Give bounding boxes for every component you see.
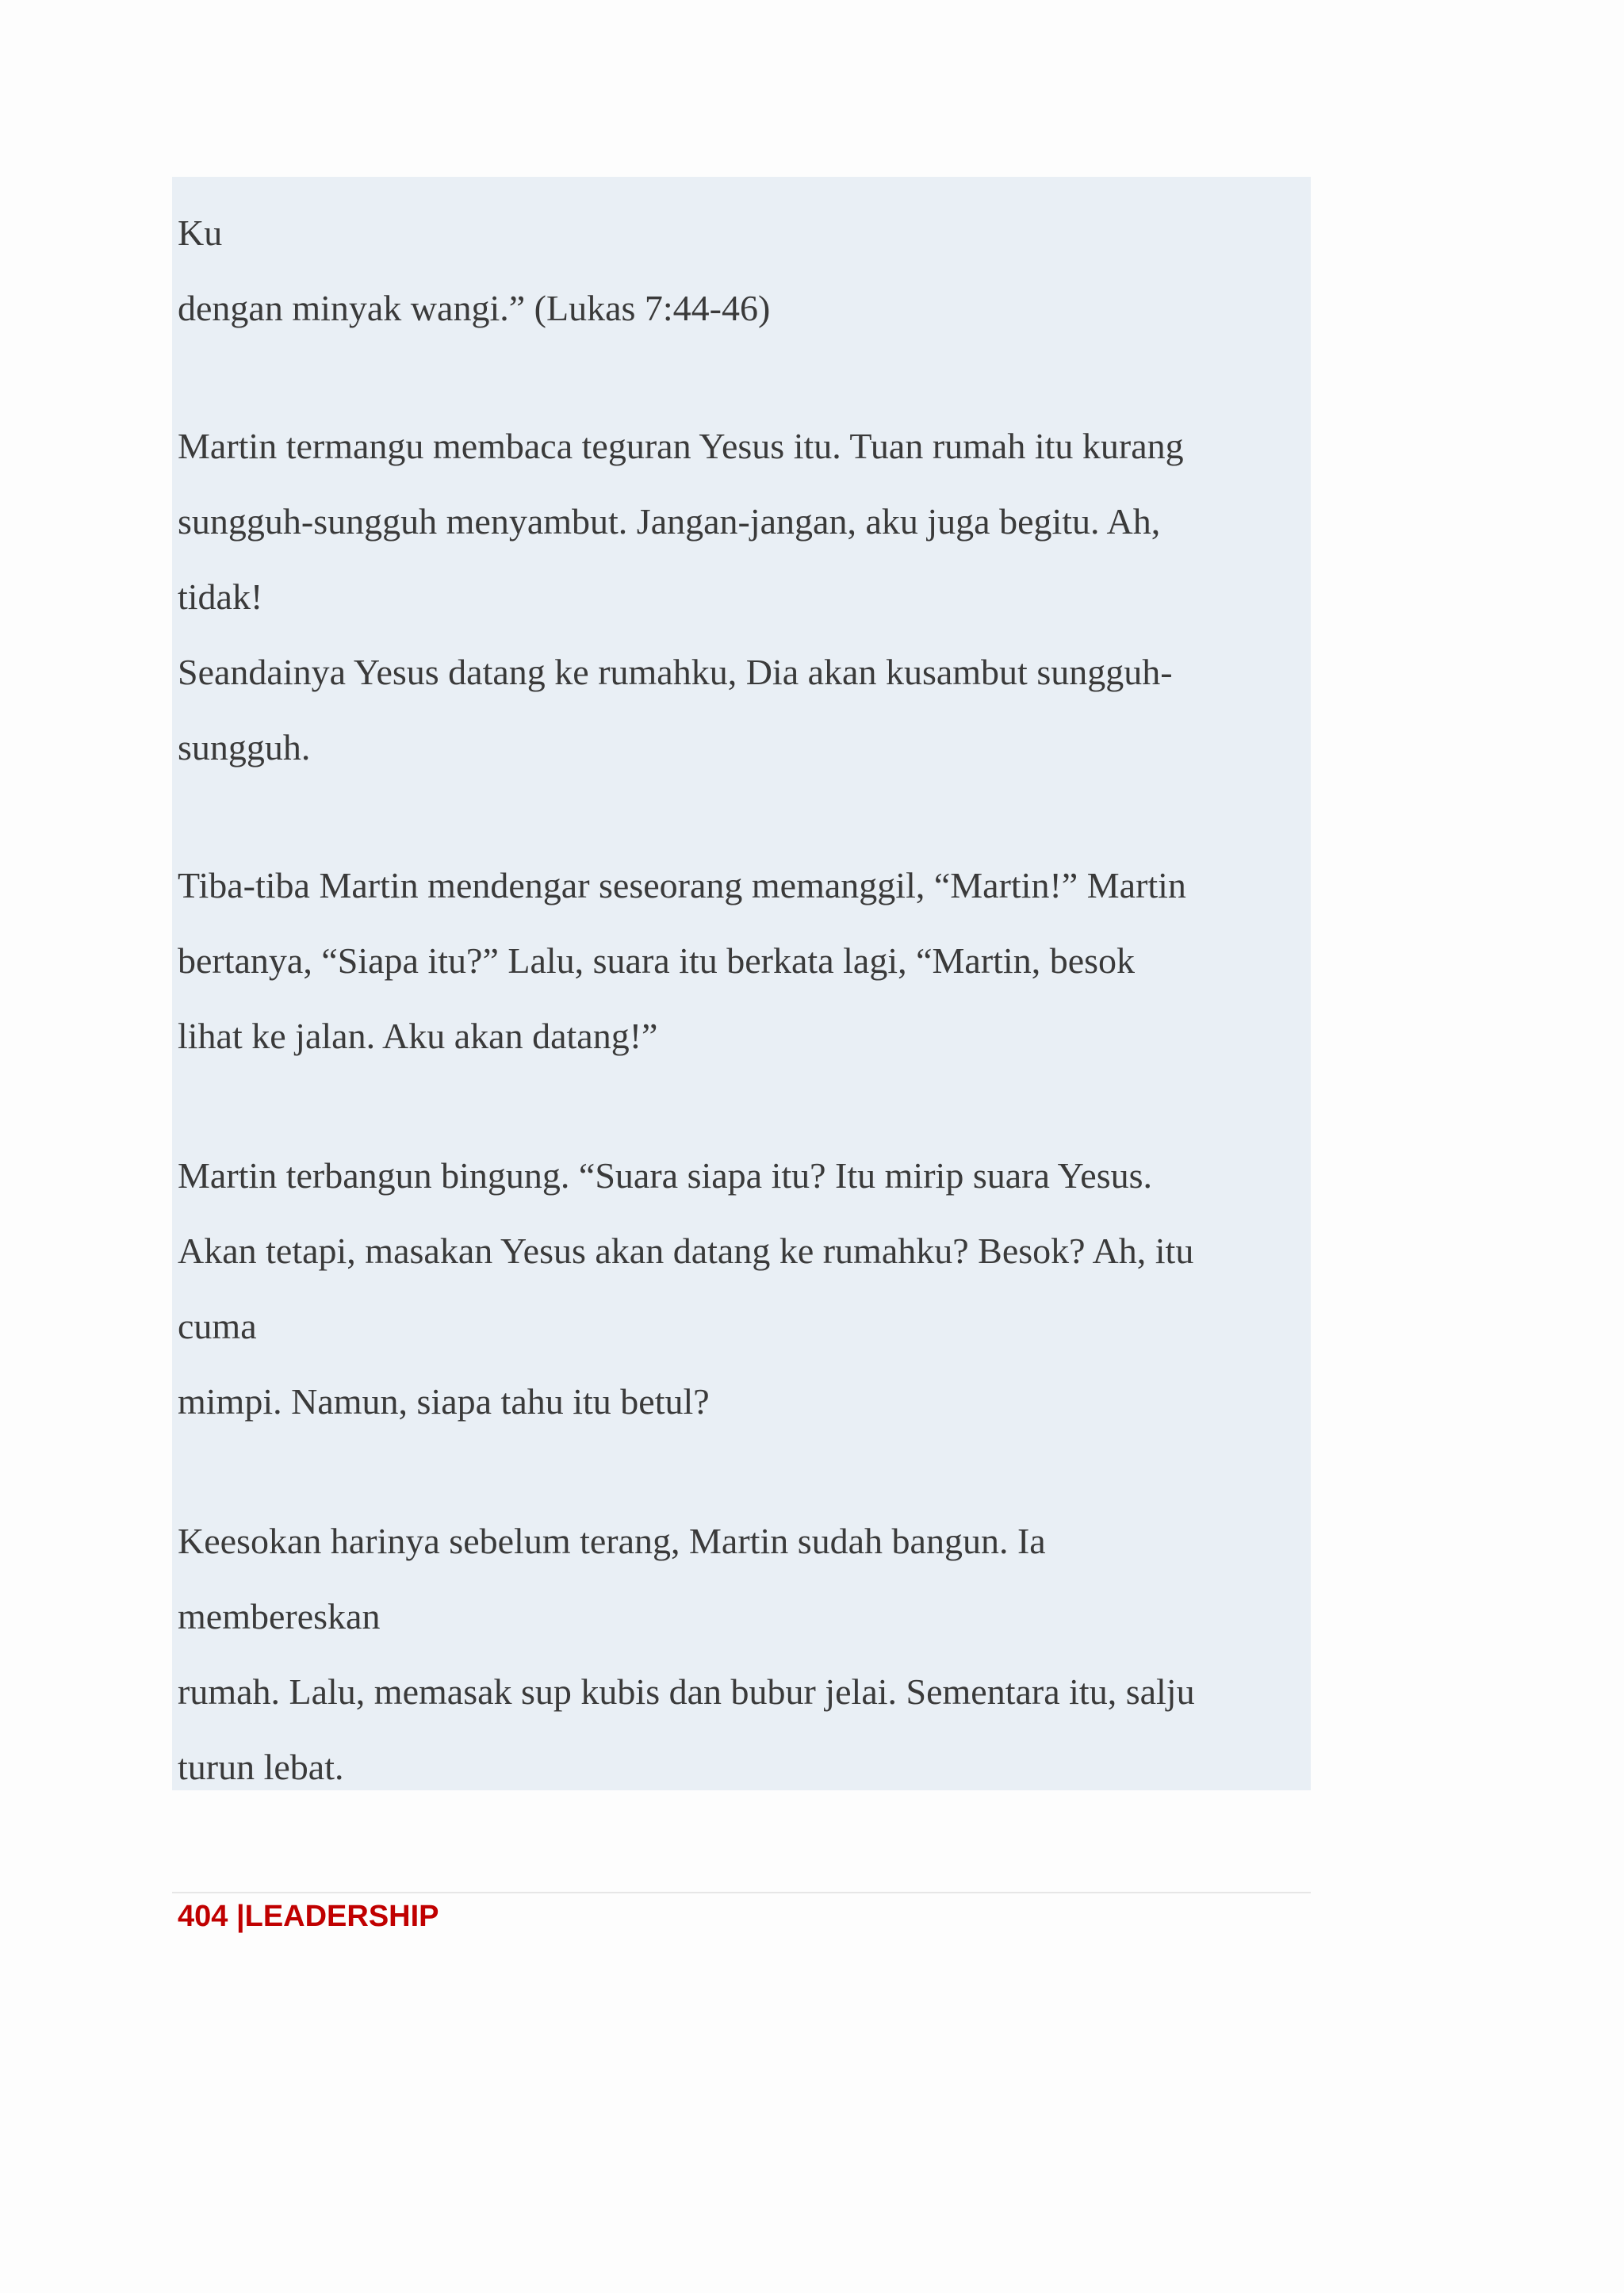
- text-line: membereskan: [178, 1596, 381, 1636]
- text-line: sungguh-sungguh menyambut. Jangan-jangan, aku juga begitu. Ah,: [178, 501, 1161, 542]
- page-number: 404: [178, 1900, 228, 1933]
- footer-divider: [172, 1892, 1311, 1893]
- text-line: bertanya, “Siapa itu?” Lalu, suara itu berkata lagi, “Martin, besok: [178, 940, 1136, 981]
- text-line: tidak!: [178, 576, 263, 617]
- text-line: turun lebat.: [178, 1747, 344, 1787]
- text-line: Martin terbangun bingung. “Suara siapa itu? Itu mirip suara Yesus.: [178, 1155, 1152, 1196]
- text-line: Tiba-tiba Martin mendengar seseorang memanggil, “Martin!” Martin: [178, 865, 1186, 905]
- footer-separator: |: [228, 1900, 245, 1933]
- text-line: rumah. Lalu, memasak sup kubis dan bubur jelai. Sementara itu, salju: [178, 1671, 1195, 1712]
- text-line: Akan tetapi, masakan Yesus akan datang ke rumahku? Besok? Ah, itu: [178, 1231, 1194, 1271]
- text-line: dengan minyak wangi.” (Lukas 7:44-46): [178, 288, 771, 328]
- text-line: mimpi. Namun, siapa tahu itu betul?: [178, 1381, 710, 1422]
- text-line: sungguh.: [178, 727, 311, 768]
- text-line: lihat ke jalan. Aku akan datang!”: [178, 1016, 658, 1056]
- page-footer: [178, 1900, 439, 1934]
- footer-section-title: LEADERSHIP: [244, 1900, 439, 1933]
- text-line: cuma: [178, 1306, 257, 1346]
- text-line: Seandainya Yesus datang ke rumahku, Dia akan kusambut sungguh-: [178, 652, 1173, 692]
- text-line: Martin termangu membaca teguran Yesus itu. Tuan rumah itu kurang: [178, 426, 1184, 466]
- text-line: Ku: [178, 212, 223, 253]
- text-line: Keesokan harinya sebelum terang, Martin sudah bangun. Ia: [178, 1521, 1046, 1561]
